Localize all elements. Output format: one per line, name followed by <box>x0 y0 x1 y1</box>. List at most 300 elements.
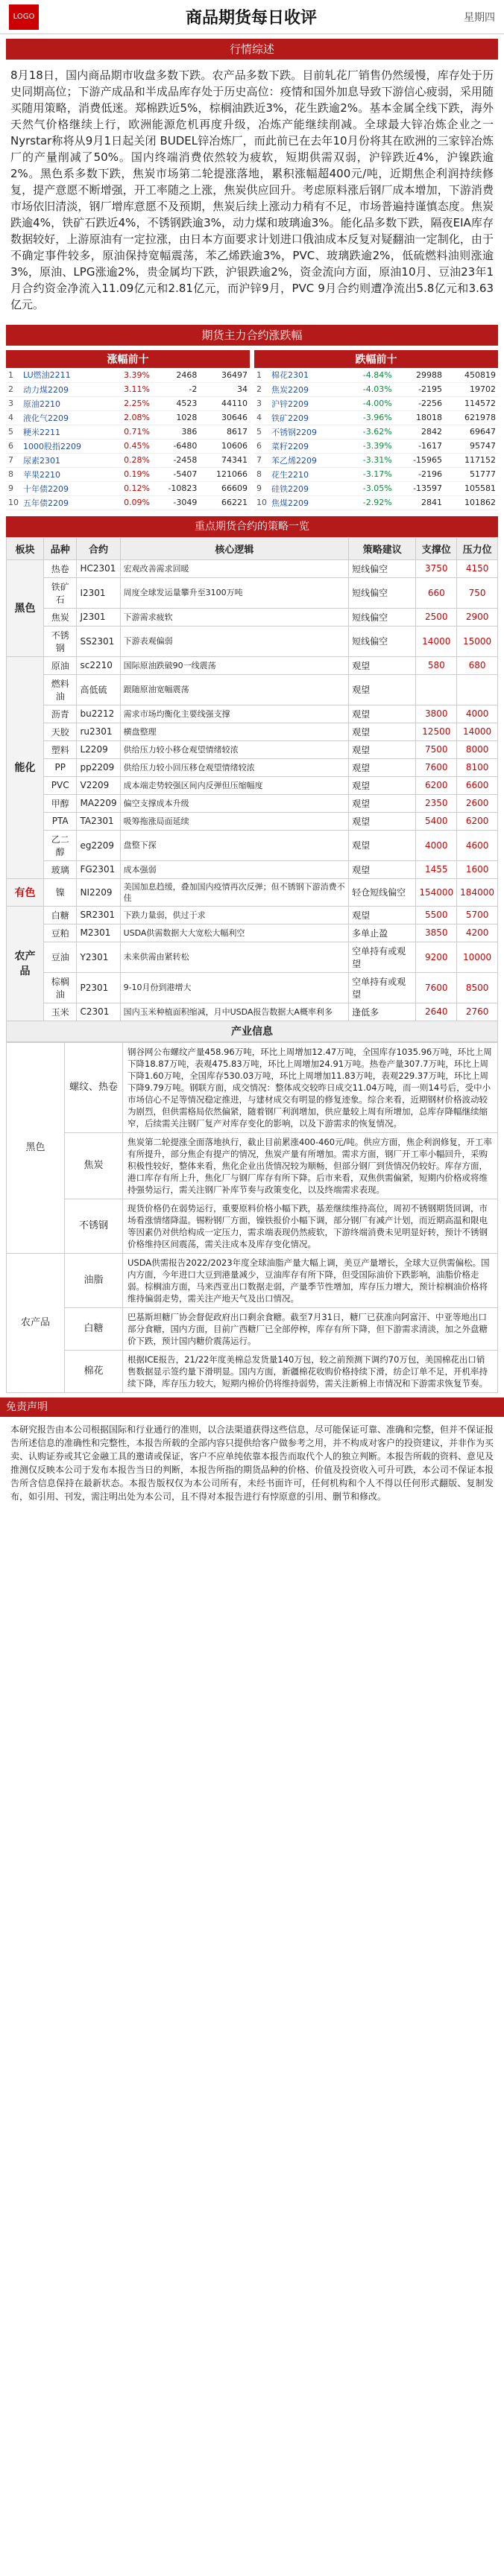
volume-change-cell: 2842 <box>394 425 444 439</box>
rank-cell: 1 <box>254 368 269 382</box>
variety-cell: 铁矿石 <box>43 577 77 608</box>
resistance-cell: 4200 <box>457 924 498 942</box>
gainer-row <box>6 396 250 410</box>
gainer-row <box>6 425 250 439</box>
strategy-row <box>7 758 498 776</box>
variety-cell: 焦炭 <box>43 608 77 626</box>
advice-cell: 观望 <box>349 758 416 776</box>
news-variety-cell: 棉花 <box>65 1350 123 1392</box>
news-text-cell: 巴基斯坦糖厂协会督促政府出口剩余食糖。截至7月31日，糖厂已获准向阿富汗、中亚等地出口部分食糖，国内方面，目前广西糖厂已全部停榨，库存有所下降，但下游需求清淡，加之外盘糖价下跌，预计国内糖价震荡运行。 <box>123 1307 498 1350</box>
resistance-cell: 8000 <box>457 740 498 758</box>
strategy-header-cell: 品种 <box>43 537 77 559</box>
variety-cell: 燃料油 <box>43 674 77 705</box>
contract-name-cell: 原油2210 <box>21 396 109 410</box>
advice-cell: 观望 <box>349 656 416 674</box>
loser-row <box>254 467 498 481</box>
strategy-header-cell: 策略建议 <box>349 537 416 559</box>
strategy-row <box>7 878 498 906</box>
advice-cell: 逢低多 <box>349 1003 416 1021</box>
support-cell: 3800 <box>416 705 457 723</box>
open-interest-cell: 34 <box>199 382 250 396</box>
contract-cell: M2301 <box>77 924 120 942</box>
contract-cell: bu2212 <box>77 705 120 723</box>
open-interest-cell: 8617 <box>199 425 250 439</box>
disclaimer <box>0 1417 504 1509</box>
strategy-header-cell: 支撑位 <box>416 537 457 559</box>
news-row <box>7 1042 498 1132</box>
change-pct-cell: 0.09% <box>109 495 152 510</box>
open-interest-cell: 117152 <box>444 453 498 467</box>
strategy-row <box>7 723 498 740</box>
volume-change-cell: -2458 <box>152 453 199 467</box>
resistance-cell: 4600 <box>457 830 498 860</box>
news-sector-cell: 黑色 <box>7 1042 65 1253</box>
gainers-title: 涨幅前十 <box>6 350 250 368</box>
contract-name-cell: 铁矿2209 <box>269 410 344 425</box>
page-title: 商品期货每日收评 <box>185 9 317 28</box>
contract-name-cell: 焦炭2209 <box>269 382 344 396</box>
volume-change-cell: 386 <box>152 425 199 439</box>
support-cell: 7600 <box>416 758 457 776</box>
open-interest-cell: 121066 <box>199 467 250 481</box>
logic-cell: 需求市场均衡化主要线强支撑 <box>120 705 348 723</box>
loser-row <box>254 495 498 510</box>
open-interest-cell: 69647 <box>444 425 498 439</box>
open-interest-cell: 44110 <box>199 396 250 410</box>
strategy-row <box>7 656 498 674</box>
open-interest-cell: 105581 <box>444 481 498 495</box>
contract-name-cell: 动力煤2209 <box>21 382 109 396</box>
variety-cell: 玻璃 <box>43 860 77 878</box>
contract-cell: V2209 <box>77 776 120 794</box>
variety-cell: 不锈钢 <box>43 626 77 656</box>
volume-change-cell: -2195 <box>394 382 444 396</box>
contract-name-cell: 不锈钢2209 <box>269 425 344 439</box>
contract-cell: 高低硫 <box>77 674 120 705</box>
contract-cell: TA2301 <box>77 812 120 830</box>
contract-cell: pp2209 <box>77 758 120 776</box>
news-text-cell: 根据ICE报告，21/22年度美棉总发货量140万包，较之前预测下调约70万包，美国棉花出口销售数据显示签约量下滑明显。国内方面，新疆棉花收购价格持续下滑，纺企订单不足，开机率持续下降，库存压力较大，短期内棉价仍将维持弱势，需关注新棉上市情况和下游需求恢复节奏。 <box>123 1350 498 1392</box>
news-row <box>7 1253 498 1307</box>
advice-cell: 观望 <box>349 776 416 794</box>
volume-change-cell: -1617 <box>394 439 444 453</box>
contract-name-cell: 沪锌2209 <box>269 396 344 410</box>
change-pct-cell: -2.92% <box>344 495 394 510</box>
strategy-row <box>7 577 498 608</box>
change-pct-cell: 2.08% <box>109 410 152 425</box>
logic-cell: 供给压力较小回压移仓观望情绪较浓 <box>120 758 348 776</box>
strategy-row <box>7 559 498 577</box>
rank-cell: 5 <box>6 425 21 439</box>
contract-cell: SS2301 <box>77 626 120 656</box>
variety-cell: 豆油 <box>43 942 77 972</box>
rank-cell: 5 <box>254 425 269 439</box>
open-interest-cell: 30646 <box>199 410 250 425</box>
rank-cell: 1 <box>6 368 21 382</box>
logic-cell: 9-10月份到港增大 <box>120 972 348 1003</box>
variety-cell: 天胶 <box>43 723 77 740</box>
contract-name-cell: 焦煤2209 <box>269 495 344 510</box>
loser-row <box>254 425 498 439</box>
logic-cell: 横盘整理 <box>120 723 348 740</box>
variety-cell: PTA <box>43 812 77 830</box>
change-pct-cell: -3.39% <box>344 439 394 453</box>
advice-cell: 观望 <box>349 794 416 812</box>
strategy-header-cell: 板块 <box>7 537 44 559</box>
volume-change-cell: -6480 <box>152 439 199 453</box>
company-logo: LOGO <box>9 4 39 30</box>
resistance-cell: 750 <box>457 577 498 608</box>
open-interest-cell: 621978 <box>444 410 498 425</box>
top-bar <box>0 0 504 34</box>
news-variety-cell: 焦炭 <box>65 1132 123 1199</box>
section-review-title: 行情综述 <box>6 39 498 60</box>
loser-row <box>254 368 498 382</box>
support-cell: 12500 <box>416 723 457 740</box>
sector-cell: 黑色 <box>7 559 44 656</box>
strategy-row <box>7 942 498 972</box>
logic-cell: 盘整下探 <box>120 830 348 860</box>
contract-cell: I2301 <box>77 577 120 608</box>
logic-cell: 下游表观偏弱 <box>120 626 348 656</box>
volume-change-cell: -2196 <box>394 467 444 481</box>
loser-row <box>254 439 498 453</box>
losers-title: 跌幅前十 <box>254 350 498 368</box>
advice-cell: 短线偏空 <box>349 559 416 577</box>
sector-cell: 能化 <box>7 656 44 878</box>
change-pct-cell: -3.17% <box>344 467 394 481</box>
volume-change-cell: -15965 <box>394 453 444 467</box>
variety-cell: 热卷 <box>43 559 77 577</box>
volume-change-cell: 29988 <box>394 368 444 382</box>
change-pct-cell: -4.00% <box>344 396 394 410</box>
open-interest-cell: 66221 <box>199 495 250 510</box>
contract-cell: Y2301 <box>77 942 120 972</box>
news-variety-cell: 螺纹、热卷 <box>65 1042 123 1132</box>
movers-tables <box>0 350 504 510</box>
logic-cell: 周度全球发运量攀升至3100万吨 <box>120 577 348 608</box>
strategy-row <box>7 705 498 723</box>
contract-cell: NI2209 <box>77 878 120 906</box>
contract-cell: eg2209 <box>77 830 120 860</box>
contract-cell: ru2301 <box>77 723 120 740</box>
change-pct-cell: 2.25% <box>109 396 152 410</box>
news-sector-cell: 农产品 <box>7 1253 65 1392</box>
news-row <box>7 1350 498 1392</box>
rank-cell: 7 <box>6 453 21 467</box>
variety-cell: 白糖 <box>43 906 77 924</box>
resistance-cell: 10000 <box>457 942 498 972</box>
resistance-cell: 6600 <box>457 776 498 794</box>
resistance-cell: 6200 <box>457 812 498 830</box>
gainer-row <box>6 467 250 481</box>
strategy-row <box>7 740 498 758</box>
change-pct-cell: 0.12% <box>109 481 152 495</box>
rank-cell: 10 <box>254 495 269 510</box>
contract-cell: L2209 <box>77 740 120 758</box>
gainer-row <box>6 368 250 382</box>
advice-cell: 短线偏空 <box>349 626 416 656</box>
contract-cell: SR2301 <box>77 906 120 924</box>
news-variety-cell: 油脂 <box>65 1253 123 1307</box>
volume-change-cell: 4523 <box>152 396 199 410</box>
contract-cell: FG2301 <box>77 860 120 878</box>
rank-cell: 2 <box>254 382 269 396</box>
support-cell: 1455 <box>416 860 457 878</box>
sector-cell: 有色 <box>7 878 44 906</box>
rank-cell: 8 <box>6 467 21 481</box>
change-pct-cell: -3.62% <box>344 425 394 439</box>
change-pct-cell: 0.45% <box>109 439 152 453</box>
volume-change-cell: -10823 <box>152 481 199 495</box>
gainer-row <box>6 439 250 453</box>
change-pct-cell: 3.39% <box>109 368 152 382</box>
change-pct-cell: -3.31% <box>344 453 394 467</box>
strategy-section <box>0 516 504 1393</box>
volume-change-cell: 18018 <box>394 410 444 425</box>
strategy-table <box>6 537 498 1021</box>
logic-cell: 偏空支撑成本升级 <box>120 794 348 812</box>
volume-change-cell: 2468 <box>152 368 199 382</box>
review-report <box>0 60 504 320</box>
strategy-row <box>7 794 498 812</box>
advice-cell: 观望 <box>349 906 416 924</box>
news-variety-cell: 白糖 <box>65 1307 123 1350</box>
logic-cell: 国际原油跌破90一线震荡 <box>120 656 348 674</box>
resistance-cell: 2600 <box>457 794 498 812</box>
loser-row <box>254 453 498 467</box>
contract-name-cell: 硅铁2209 <box>269 481 344 495</box>
volume-change-cell: 2841 <box>394 495 444 510</box>
open-interest-cell: 10606 <box>199 439 250 453</box>
rank-cell: 9 <box>254 481 269 495</box>
support-cell: 5500 <box>416 906 457 924</box>
contract-name-cell: 1000股指2209 <box>21 439 109 453</box>
gainers-table <box>6 350 250 510</box>
rank-cell: 9 <box>6 481 21 495</box>
strategy-header-cell: 核心逻辑 <box>120 537 348 559</box>
logic-cell: 美国加息趋缓，叠加国内疫情再次反弹；但不锈钢下游消费不佳 <box>120 878 348 906</box>
advice-cell: 短线偏空 <box>349 608 416 626</box>
rank-cell: 6 <box>254 439 269 453</box>
support-cell: 5400 <box>416 812 457 830</box>
open-interest-cell: 114572 <box>444 396 498 410</box>
support-cell <box>416 674 457 705</box>
open-interest-cell: 101862 <box>444 495 498 510</box>
rank-cell: 3 <box>254 396 269 410</box>
open-interest-cell: 450819 <box>444 368 498 382</box>
volume-change-cell: -2256 <box>394 396 444 410</box>
logic-cell: 下跌力量弱，供过于求 <box>120 906 348 924</box>
volume-change-cell: -2 <box>152 382 199 396</box>
sector-cell: 农产品 <box>7 906 44 1021</box>
rank-cell: 6 <box>6 439 21 453</box>
contract-cell: MA2209 <box>77 794 120 812</box>
resistance-cell: 1600 <box>457 860 498 878</box>
disclaimer-text: 本研究报告由本公司根据国际和行业通行的准则，以合法渠道获得这些信息，尽可能保证可靠、准确和完整，但并不保证报告所述信息的准确性和完整性，本报告所载的全部内容只提供给客户做参考之用，并不构成对客户的投资建议，并非作为买卖、认购证券或其它金融工具的邀请或保证，客户不应单纯依靠本报告而取代个人的独立判断。本报告所载的资料、意见及推测仅反映本公司于发布本报告当日的判断，本报告所指的期货品种的价格、价值及投资收入可升可跌，本公司不保证本报告所含信息保持在最新状态。本报告版权仅为本公司所有，未经书面许可，任何机构和个人不得以任何形式翻版、复制发布，如引用、刊发，需注明出处为本公司，且不得对本报告进行有悖原意的引用、删节和修改。 <box>10 1424 494 1502</box>
change-pct-cell: -4.03% <box>344 382 394 396</box>
contract-name-cell: 液化气2209 <box>21 410 109 425</box>
rank-cell: 7 <box>254 453 269 467</box>
variety-cell: 玉米 <box>43 1003 77 1021</box>
news-text-cell: USDA供需报告2022/2023年度全球油脂产量大幅上调，美豆产量增长，全球大豆供需偏松。国内方面，今年进口大豆到港量减少，豆油库存有所下降，但受国际油价下跌影响，油脂价格走弱。棕榈油方面，马来西亚出口数据走弱，产量季节性增加，库存压力增大，预计棕榈油价格将维持偏弱走势，需关注产地天气及出口情况。 <box>123 1253 498 1307</box>
resistance-cell: 2900 <box>457 608 498 626</box>
contract-name-cell: 苯乙烯2209 <box>269 453 344 467</box>
change-pct-cell: 0.71% <box>109 425 152 439</box>
rank-cell: 10 <box>6 495 21 510</box>
variety-cell: 棕榈油 <box>43 972 77 1003</box>
support-cell: 6200 <box>416 776 457 794</box>
logic-cell: USDA供需数据大大宽松大幅利空 <box>120 924 348 942</box>
contract-name-cell: 尿素2301 <box>21 453 109 467</box>
gainer-row <box>6 495 250 510</box>
news-row <box>7 1132 498 1199</box>
open-interest-cell: 19702 <box>444 382 498 396</box>
volume-change-cell: 1028 <box>152 410 199 425</box>
rank-cell: 3 <box>6 396 21 410</box>
strategy-row <box>7 972 498 1003</box>
contract-name-cell: 十年债2209 <box>21 481 109 495</box>
section-strategy-title: 重点期货合约的策略一览 <box>6 516 498 537</box>
volume-change-cell: -13597 <box>394 481 444 495</box>
contract-cell: P2301 <box>77 972 120 1003</box>
advice-cell: 多单止盈 <box>349 924 416 942</box>
resistance-cell: 14000 <box>457 723 498 740</box>
strategy-row <box>7 924 498 942</box>
loser-row <box>254 481 498 495</box>
strategy-row <box>7 674 498 705</box>
logic-cell: 未来供需由紧转松 <box>120 942 348 972</box>
rank-cell: 4 <box>6 410 21 425</box>
weekday-label: 星期四 <box>463 11 495 24</box>
contract-name-cell: 花生2210 <box>269 467 344 481</box>
resistance-cell: 4000 <box>457 705 498 723</box>
open-interest-cell: 74341 <box>199 453 250 467</box>
variety-cell: PP <box>43 758 77 776</box>
gainer-row <box>6 382 250 396</box>
advice-cell: 观望 <box>349 705 416 723</box>
support-cell: 154000 <box>416 878 457 906</box>
volume-change-cell: -5407 <box>152 467 199 481</box>
section-news-title: 产业信息 <box>6 1021 498 1042</box>
open-interest-cell: 95747 <box>444 439 498 453</box>
strategy-row <box>7 812 498 830</box>
support-cell: 9200 <box>416 942 457 972</box>
support-cell: 3750 <box>416 559 457 577</box>
resistance-cell: 184000 <box>457 878 498 906</box>
advice-cell: 轻仓短线偏空 <box>349 878 416 906</box>
support-cell: 14000 <box>416 626 457 656</box>
contract-cell: J2301 <box>77 608 120 626</box>
contract-name-cell: 菜籽2209 <box>269 439 344 453</box>
section-disclaimer-title: 免责声明 <box>0 1398 504 1417</box>
support-cell: 7600 <box>416 972 457 1003</box>
variety-cell: PVC <box>43 776 77 794</box>
open-interest-cell: 66609 <box>199 481 250 495</box>
strategy-row <box>7 776 498 794</box>
resistance-cell: 8100 <box>457 758 498 776</box>
logic-cell: 国内玉米种植面积缩减，月中USDA报告数据大A概率利多 <box>120 1003 348 1021</box>
logic-cell: 跟随原油宽幅震荡 <box>120 674 348 705</box>
strategy-header-cell: 合约 <box>77 537 120 559</box>
news-text-cell: 现货价格仍在弱势运行，重要原料价格小幅下跌，基差继续维持高位，周初不锈钢期货回调，市场看涨情绪降温。锡粉钢厂方面，镍铁报价小幅下调，部分钢厂有减产计划，而近期高温和限电等因素仍对供给构成一定压力，需求端表现仍然疲软，下游终端消费未见明显好转，预计不锈钢价格维持区间震荡，需关注成本及库存变化情况。 <box>123 1199 498 1253</box>
resistance-cell: 15000 <box>457 626 498 656</box>
news-row <box>7 1199 498 1253</box>
resistance-cell: 2760 <box>457 1003 498 1021</box>
support-cell: 3850 <box>416 924 457 942</box>
variety-cell: 沥青 <box>43 705 77 723</box>
advice-cell: 短线偏空 <box>349 577 416 608</box>
variety-cell: 甲醇 <box>43 794 77 812</box>
contract-cell: C2301 <box>77 1003 120 1021</box>
strategy-header-cell: 压力位 <box>457 537 498 559</box>
logic-cell: 宏观改善需求回暖 <box>120 559 348 577</box>
contract-cell: sc2210 <box>77 656 120 674</box>
contract-name-cell: 粳米2211 <box>21 425 109 439</box>
advice-cell: 观望 <box>349 674 416 705</box>
contract-cell: HC2301 <box>77 559 120 577</box>
strategy-row <box>7 626 498 656</box>
resistance-cell: 4150 <box>457 559 498 577</box>
change-pct-cell: 0.19% <box>109 467 152 481</box>
logic-cell: 成本端走势较强区间内反弹但压缩幅度 <box>120 776 348 794</box>
logic-cell: 供给压力较小移仓观望情绪较浓 <box>120 740 348 758</box>
rank-cell: 8 <box>254 467 269 481</box>
variety-cell: 塑料 <box>43 740 77 758</box>
gainer-row <box>6 481 250 495</box>
change-pct-cell: -3.96% <box>344 410 394 425</box>
support-cell: 2640 <box>416 1003 457 1021</box>
advice-cell: 观望 <box>349 860 416 878</box>
support-cell: 2350 <box>416 794 457 812</box>
advice-cell: 空单持有或观望 <box>349 972 416 1003</box>
news-text-cell: 钢谷网公布螺纹产量458.96万吨，环比上周增加12.47万吨，全国库存1035.96万吨，环比上周下降18.87万吨，表观475.83万吨，环比上周增加24.91万吨。热卷产量307.7万吨，环比上周下降1.60万吨，全国库存530.03万吨，环比上周增加11.83万吨，表观229.37万吨，环比上周下降9.79万吨。钢联方面，成交情况：整体成交较昨日成交11.04万吨，而一则14号后，受中小市场信心不足等情况稳定推进，与建材成交有明显的修复迹象。综合来看，近期钢材价格波动较为剧烈，但供需格局依然偏紧，随着钢厂利润增加，供应量较上周有所增加，总库存降幅继续缩窄，后续需关注钢厂复产对库存变化的影响，以及下游需求的恢复情况。 <box>123 1042 498 1132</box>
loser-row <box>254 396 498 410</box>
change-pct-cell: 3.11% <box>109 382 152 396</box>
support-cell: 2500 <box>416 608 457 626</box>
section-movers-title: 期货主力合约涨跌幅 <box>6 325 498 346</box>
support-cell: 4000 <box>416 830 457 860</box>
losers-table <box>254 350 498 510</box>
strategy-row <box>7 906 498 924</box>
advice-cell: 观望 <box>349 830 416 860</box>
logic-cell: 成本强弱 <box>120 860 348 878</box>
strategy-row <box>7 1003 498 1021</box>
advice-cell: 空单持有或观望 <box>349 942 416 972</box>
variety-cell: 乙二醇 <box>43 830 77 860</box>
open-interest-cell: 51777 <box>444 467 498 481</box>
rank-cell: 2 <box>6 382 21 396</box>
contract-name-cell: 五年债2209 <box>21 495 109 510</box>
volume-change-cell: -3049 <box>152 495 199 510</box>
support-cell: 580 <box>416 656 457 674</box>
resistance-cell: 680 <box>457 656 498 674</box>
loser-row <box>254 382 498 396</box>
resistance-cell: 5700 <box>457 906 498 924</box>
news-row <box>7 1307 498 1350</box>
advice-cell: 观望 <box>349 723 416 740</box>
gainer-row <box>6 453 250 467</box>
variety-cell: 豆粕 <box>43 924 77 942</box>
strategy-row <box>7 608 498 626</box>
logic-cell: 下游需求疲软 <box>120 608 348 626</box>
gainer-row <box>6 410 250 425</box>
rank-cell: 4 <box>254 410 269 425</box>
loser-row <box>254 410 498 425</box>
support-cell: 7500 <box>416 740 457 758</box>
contract-name-cell: 棉花2301 <box>269 368 344 382</box>
strategy-row <box>7 860 498 878</box>
